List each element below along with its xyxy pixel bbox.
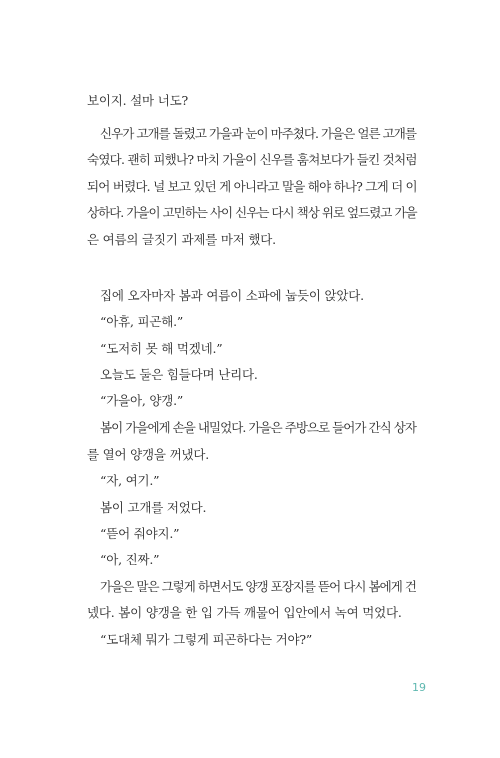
page-number: 19 bbox=[412, 681, 426, 694]
text-line: 은 여름의 글짓기 과제를 마저 했다. bbox=[87, 232, 276, 247]
text-line: 를 열어 양갱을 꺼냈다. bbox=[87, 447, 209, 462]
text-line: 집에 오자마자 봄과 여름이 소파에 눕듯이 앉았다. bbox=[100, 288, 364, 303]
text-line: “아휴, 피곤해.” bbox=[100, 314, 184, 329]
text-line: “도대체 뭐가 그렇게 피곤하다는 거야?” bbox=[100, 632, 313, 647]
text-line: 봄이 고개를 저었다. bbox=[100, 500, 207, 515]
text-line: 신우가 고개를 돌렸고 가을과 눈이 마주쳤다. 가을은 얼른 고개를 bbox=[100, 126, 416, 141]
text-line: 오늘도 둘은 힘들다며 난리다. bbox=[100, 367, 258, 382]
text-line: 되어 버렸다. 널 보고 있던 게 아니라고 말을 해야 하나? 그게 더 이 bbox=[87, 179, 417, 194]
text-line: 봄이 가을에게 손을 내밀었다. 가을은 주방으로 들어가 간식 상자 bbox=[100, 420, 416, 435]
text-line: 넸다. 봄이 양갱을 한 입 가득 깨물어 입안에서 녹여 먹었다. bbox=[87, 605, 402, 620]
text-line: “아, 진짜.” bbox=[100, 552, 160, 567]
text-line: 보이지. 설마 너도? bbox=[87, 93, 188, 108]
text-line: “자, 여기.” bbox=[100, 473, 160, 488]
text-line: 상하다. 가을이 고민하는 사이 신우는 다시 책상 위로 엎드렸고 가을 bbox=[87, 205, 417, 220]
text-line: “가을아, 양갱.” bbox=[100, 393, 184, 408]
text-line: “도저히 못 해 먹겠네.” bbox=[100, 341, 223, 356]
text-line: 숙였다. 괜히 피했나? 마치 가을이 신우를 훔쳐보다가 들킨 것처럼 bbox=[87, 152, 417, 167]
text-line: “뜯어 줘야지.” bbox=[100, 526, 180, 541]
text-line: 가을은 말은 그렇게 하면서도 양갱 포장지를 뜯어 다시 봄에게 건 bbox=[100, 579, 416, 594]
